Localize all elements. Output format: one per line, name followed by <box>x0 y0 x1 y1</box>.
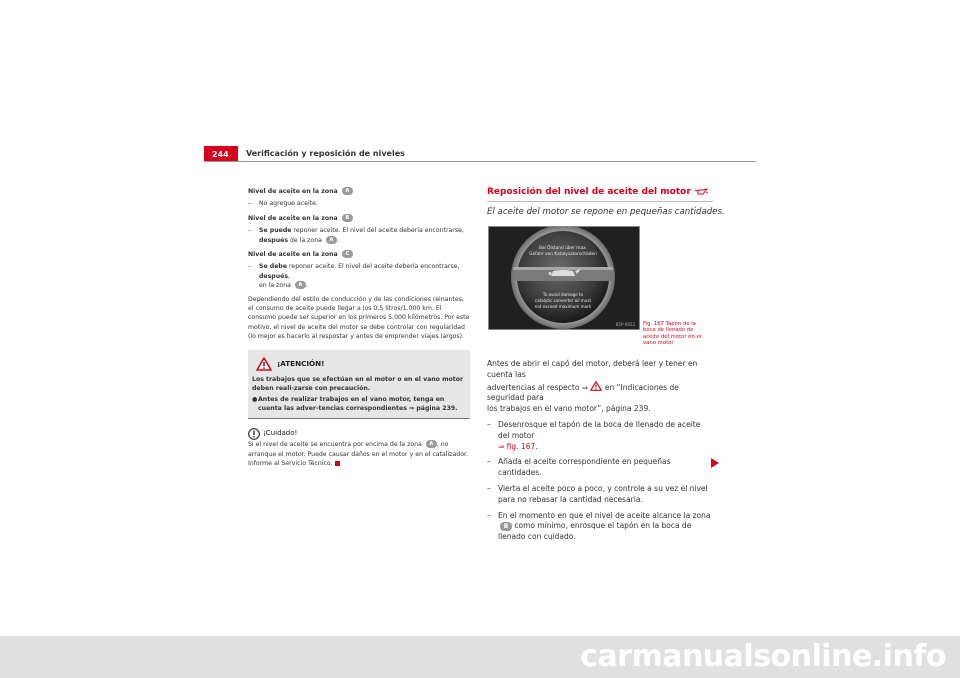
oil-cap-illustration <box>489 227 640 330</box>
zone-a-item: – No agregue aceite. <box>248 200 318 208</box>
caution-text: Si el nivel de aceite se encuentra por encima de la zona A , no arranque el motor. Puede causar daños en el motor y en el catalizador. Informe al Servicio Técnico. <box>248 441 468 468</box>
warning-triangle-icon <box>256 357 272 371</box>
step-4: – En el momento en que el nivel de aceite alcance la zona B como mínimo, enrosque el tapón en la boca de llenado con cuidado. <box>487 510 711 542</box>
watermark-bar <box>0 636 960 678</box>
instructions <box>487 359 713 543</box>
cap-text-line: catalytic converter oil must <box>534 298 592 303</box>
figure-link[interactable]: ⇒ fig. 167 <box>498 441 536 451</box>
zone-b-item: – Se puede reponer aceite. El nivel del aceite debería encontrarse, después de la zona A . <box>248 227 464 244</box>
zone-c-heading: Nivel de aceite en la zona C <box>248 250 470 259</box>
zone-b-heading: Nivel de aceite en la zona B <box>248 214 470 223</box>
cap-text-line: To avoid damage to <box>542 292 584 297</box>
caution-title: ¡Cuidado! <box>263 429 298 438</box>
zone-badge: A <box>326 236 337 244</box>
cap-text-line: not exceed maximum mark <box>534 304 592 309</box>
figure-caption: Fig. 167 Tapón de la boca de llenado de aceite del motor en el vano motor <box>643 321 702 347</box>
consumption-paragraph: Dependiendo del estilo de conducción y de las condiciones reinantes, el consumo de aceite puede llegar a los 0,5 litros/1.000 km. El consumo puede ser superior en los primeros 5.000 kilómetros. Por este motivo, el nivel de aceite del motor se debe controlar con regularidad (lo mejor es hacerlo al respostar y antes de emprender viajes largos). <box>248 295 470 341</box>
zone-a-heading: Nivel de aceite en la zona A <box>248 187 470 196</box>
intro-text: Antes de abrir el capó del motor, deberá leer y tener en cuenta las advertencias al respecto ⇒ en “Indicaciones de seguridad para los trabajos en el vano motor”, página 239. <box>487 359 698 414</box>
caution-icon <box>248 428 260 440</box>
warning-text: Los trabajos que se efectúan en el motor o en el vano motor deben reali-zarse con precaución. <box>252 375 464 393</box>
warning-title: ¡ATENCIÓN! <box>277 358 325 368</box>
warning-box <box>248 350 470 420</box>
continue-arrow-icon <box>711 458 719 468</box>
warning-bullet: ● Antes de realizar trabajos en el vano motor, tenga en cuenta las adver-tencias correspondientes ⇒ página 239. <box>252 395 458 412</box>
zone-badge: B <box>500 522 512 531</box>
step-1: – Desenrosque el tapón de la boca de llenado de aceite del motor ⇒ fig. 167. <box>487 419 701 451</box>
end-of-section-icon <box>335 461 340 466</box>
zone-badge: C <box>342 250 353 258</box>
caution-heading <box>248 427 470 440</box>
left-column <box>248 187 470 469</box>
zone-badge: B <box>342 214 353 222</box>
step-2: – Añada el aceite correspondiente en pequeñas cantidades. <box>487 457 671 478</box>
zone-c-item: – Se debe reponer aceite. El nivel del aceite debería encontrarse, después, en la zona A . <box>248 263 460 290</box>
cap-text-line: Bei Ölstand über max. <box>538 246 588 251</box>
page-header <box>204 146 756 162</box>
section-title: Reposición del nivel de aceite del motor <box>487 187 713 202</box>
section-subtitle: El aceite del motor se repone en pequeñas cantidades. <box>487 207 725 217</box>
header-title: Verificación y reposición de niveles <box>246 149 405 158</box>
figure-code: B5P-0652 <box>615 322 635 327</box>
zone-badge: A <box>295 281 306 289</box>
step-3: – Vierta el aceite poco a poco, y controle a su vez el nivel para no rebasar la cantidad necesaria. <box>487 483 708 504</box>
cap-text-line: Gefahr von Katalysatorschäden <box>529 252 597 257</box>
warning-triangle-icon <box>590 381 602 391</box>
page-number: 244 <box>204 146 238 161</box>
zone-badge: A <box>342 187 353 195</box>
figure-oil-cap <box>488 226 640 330</box>
watermark-text: carmanualsonline.info <box>580 639 946 674</box>
oil-can-icon <box>694 188 708 196</box>
zone-badge: A <box>426 440 437 448</box>
